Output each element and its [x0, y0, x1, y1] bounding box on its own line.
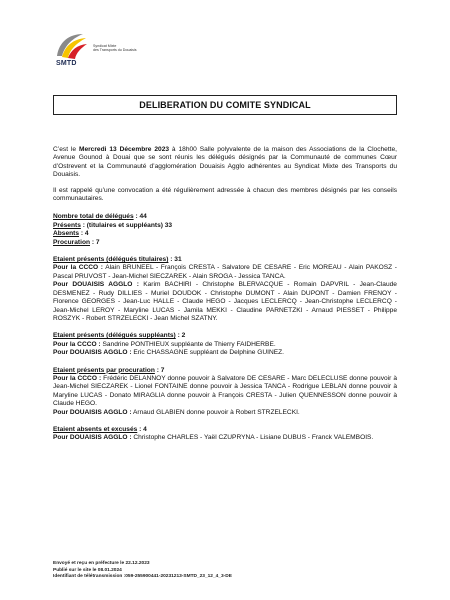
- section-count: : 2: [175, 332, 186, 340]
- page-title: DELIBERATION DU COMITE SYNDICAL: [139, 100, 311, 110]
- group-agglo: [53, 349, 397, 357]
- section-suppleants: [53, 332, 397, 357]
- footer-sent-date: Envoyé et reçu en préfecture le 22.12.2023: [53, 561, 150, 566]
- group-ccco: [53, 264, 397, 281]
- intro-text: à 18h00 Salle polyvalente de la maison des Associations de la Clochette, Avenue Gounod à Douai que se sont réunis les délégués désignés par la Communauté de communes Cœur d’Ostrevent et la Communauté d’agglomération Douaisis Agglo adhérentes au Syndicat Mixte des Transports du Douaisis.: [53, 146, 397, 179]
- counts-block: [53, 213, 397, 247]
- section-heading-label: Etaient présents (délégués suppléants): [53, 332, 176, 340]
- section-titulaires: [53, 256, 397, 323]
- count-procuration: [53, 239, 397, 247]
- group-label: Pour DOUAISIS AGGLO :: [53, 281, 139, 289]
- group-label: Pour DOUAISIS AGGLO :: [53, 349, 132, 357]
- footer-identifier: Identifiant de télétransmission :059-255900441-20231213-SMTD_23_12_4_3-DE: [53, 574, 232, 580]
- section-procuration: [53, 367, 397, 417]
- section-count: : 4: [137, 425, 147, 433]
- count-value: : 44: [133, 213, 147, 221]
- count-label: Absents: [53, 230, 80, 238]
- title-box: [53, 95, 397, 115]
- group-label: Pour DOUAISIS AGGLO :: [53, 434, 132, 442]
- group-label: Pour la CCCO :: [53, 264, 103, 272]
- meeting-date: Mercredi 13 Décembre 2023: [78, 146, 170, 153]
- group-members: Sandrine PONTHIEUX suppléante de Thierry FAIDHERBE.: [100, 340, 276, 348]
- group-agglo: [53, 409, 397, 417]
- logo-subtitle-line: des Transports du Douaisis: [93, 48, 137, 53]
- logo-wordmark: SMTD: [56, 60, 77, 67]
- count-presents: [53, 222, 397, 230]
- group-ccco: [53, 375, 397, 409]
- group-members: Karim BACHIRI - Christophe BLERVACQUE - Romain DAPVRIL - Jean-Claude DESMENEZ - Rudy DILLIES - Muriel DOUDOK - Christophe DUMONT - Alain DUPONT - Damien FRENOY - Florence GEORGES - Jean-Luc HALLE - Claude HEGO - Jacques LECLERCQ - Jean-Christophe LECLERCQ - Jean-Michel LEROY - Maryline LUCAS - Jamila MEKKI - Claudine PARNETZKI - Arnaud PIESSET - Philippe ROSZYK - Robert STRZELECKI - Jean Michel SZATNY.: [53, 281, 397, 322]
- section-count: : 31: [168, 256, 182, 264]
- section-absents: [53, 426, 397, 443]
- group-members: Frédéric DELANNOY donne pouvoir à Salvatore DE CESARE - Marc DELECLUSE donne pouvoir à Jean-Michel SIECZAREK - Lionel FONTAINE donne pouvoir à Jessica TANCA - Rodrigue LEBLAN donne pouvoir à Maryline LUCAS - Donato MIRAGLIA donne pouvoir à François CRESTA - Julien QUENNESSON donne pouvoir à Claude HEGO.: [53, 374, 398, 408]
- transmission-footer: [53, 561, 403, 581]
- group-ccco: [53, 341, 397, 349]
- count-total: [53, 213, 397, 221]
- group-label: Pour la CCCO :: [53, 340, 101, 348]
- section-heading-label: Etaient présents par procuration: [53, 366, 155, 374]
- section-heading-label: Etaient présents (délégués titulaires): [53, 256, 169, 264]
- section-heading: [53, 426, 397, 434]
- footer-published-date: Publié sur le site le 08.01.2024: [53, 567, 122, 573]
- smtd-logo: [53, 30, 173, 70]
- group-agglo: [53, 434, 397, 442]
- count-value: : 7: [90, 238, 100, 246]
- count-value: : 4: [79, 230, 89, 238]
- smtd-logo-icon: [53, 30, 89, 64]
- group-members: Arnaud GLABIEN donne pouvoir à Robert STRZELECKI.: [131, 408, 300, 416]
- group-agglo: [53, 281, 397, 323]
- convocation-paragraph: Il est rappelé qu’une convocation a été régulièrement adressée à chacun des membres désignés par les conseils communautaires.: [53, 186, 397, 203]
- group-members: Christophe CHARLES - Yaël CZUPRYNA - Lisiane DUBUS - Franck VALEMBOIS.: [131, 434, 374, 442]
- count-absents: [53, 230, 397, 238]
- count-label: Procuration: [53, 238, 91, 246]
- section-heading: [53, 332, 397, 340]
- count-label: Présents: [53, 221, 81, 229]
- logo-subtitle-line: Syndicat Mixte: [93, 44, 117, 48]
- group-members: Alain BRUNEEL - François CRESTA - Salvatore DE CESARE - Eric MOREAU - Alain PAKOSZ - Pascal PRUVOST - Jean-Michel SIECZAREK - Alain SROGA - Jessica TANCA.: [53, 264, 397, 280]
- intro-paragraph: [53, 146, 397, 180]
- group-label: Pour DOUAISIS AGGLO :: [53, 408, 132, 416]
- document-body: [53, 146, 397, 443]
- intro-text: C’est le: [53, 146, 79, 153]
- count-label: Nombre total de délégués: [53, 213, 134, 221]
- group-label: Pour la CCCO :: [53, 374, 102, 382]
- section-heading: [53, 367, 397, 375]
- section-heading-label: Etaient absents et excusés: [53, 425, 138, 433]
- section-heading: [53, 256, 397, 264]
- section-count: : 7: [154, 366, 165, 374]
- logo-subtitle: [93, 44, 173, 53]
- count-value: : (titulaires et suppléants) 33: [80, 221, 173, 229]
- group-members: Eric CHASSAGNE suppléant de Delphine GUINEZ.: [131, 349, 284, 357]
